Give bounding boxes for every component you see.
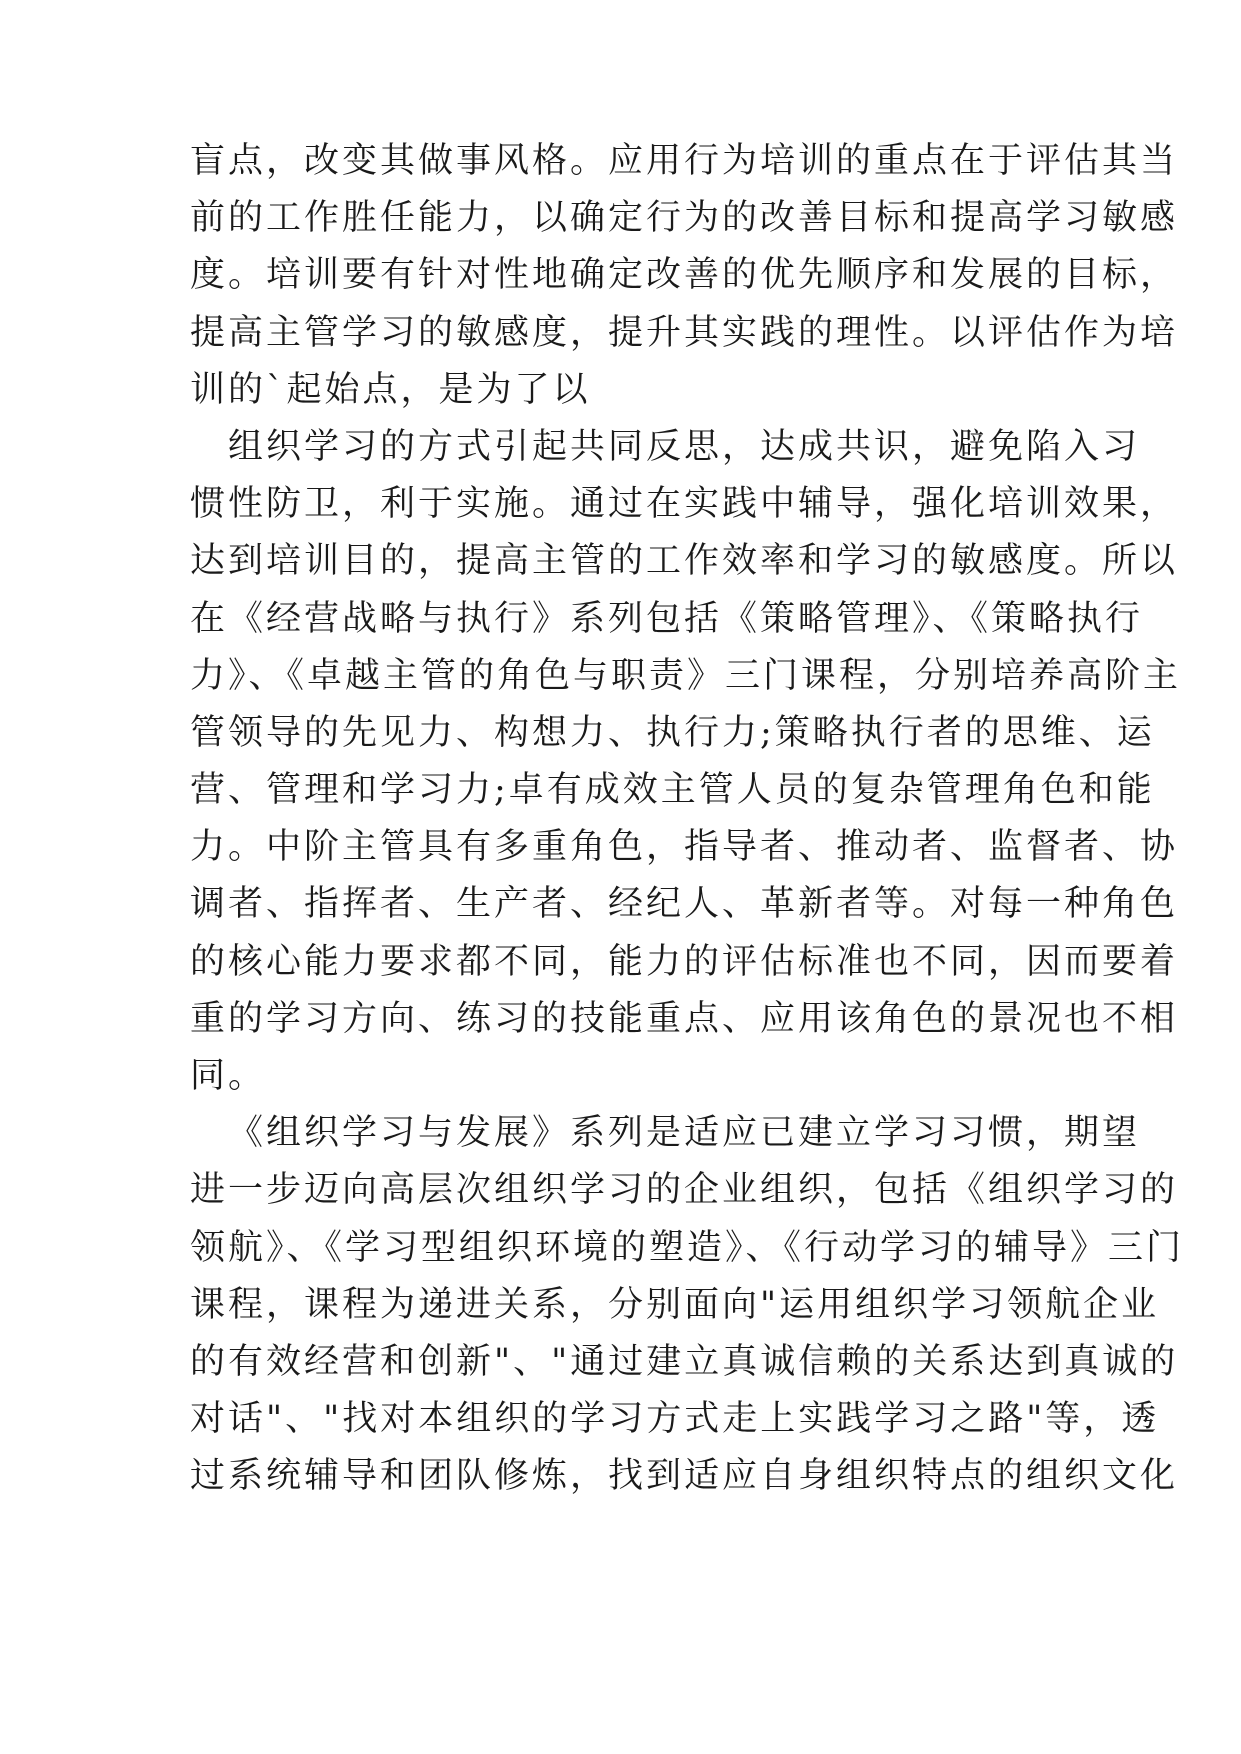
text-line: 过系统辅导和团队修炼，找到适应自身组织特点的组织文化 bbox=[190, 1456, 1179, 1497]
text-line: 的有效经营和创新"、"通过建立真诚信赖的关系达到真诚的 bbox=[190, 1341, 1179, 1382]
text-line: 对话"、"找对本组织的学习方式走上实践学习之路"等，透 bbox=[190, 1399, 1160, 1440]
text-line: 度。培训要有针对性地确定改善的优先顺序和发展的目标， bbox=[190, 255, 1179, 296]
text-line: 训的`起始点，是为了以 bbox=[190, 369, 591, 410]
text-line: 力。中阶主管具有多重角色，指导者、推动者、监督者、协 bbox=[190, 827, 1179, 868]
text-line: 调者、指挥者、生产者、经纪人、革新者等。对每一种角色 bbox=[190, 884, 1179, 925]
document-body bbox=[190, 133, 1185, 1506]
text-line: 力》、《卓越主管的角色与职责》三门课程，分别培养高阶主 bbox=[190, 655, 1182, 696]
text-line: 提高主管学习的敏感度，提升其实践的理性。以评估作为培 bbox=[190, 312, 1179, 353]
paragraph-1 bbox=[190, 133, 1179, 419]
text-line: 领航》、《学习型组织环境的塑造》、《行动学习的辅导》三门 bbox=[190, 1227, 1185, 1268]
text-line: 在《经营战略与执行》系列包括《策略管理》、《策略执行 bbox=[190, 598, 1144, 639]
paragraph-2 bbox=[190, 419, 1182, 1105]
text-line: 《组织学习与发展》系列是适应已建立学习习惯，期望 bbox=[228, 1113, 1141, 1154]
text-line: 盲点，改变其做事风格。应用行为培训的重点在于评估其当 bbox=[190, 141, 1179, 181]
text-line: 组织学习的方式引起共同反思，达成共识，避免陷入习 bbox=[228, 426, 1141, 467]
text-line: 进一步迈向高层次组织学习的企业组织，包括《组织学习的 bbox=[190, 1170, 1179, 1211]
text-line: 课程，课程为递进关系，分别面向"运用组织学习领航企业 bbox=[190, 1284, 1160, 1325]
paragraph-3 bbox=[190, 1105, 1185, 1505]
text-line: 惯性防卫，利于实施。通过在实践中辅导，强化培训效果， bbox=[190, 484, 1179, 525]
text-line: 前的工作胜任能力，以确定行为的改善目标和提高学习敏感 bbox=[190, 198, 1179, 239]
text-line: 同。 bbox=[190, 1056, 267, 1096]
text-line: 达到培训目的，提高主管的工作效率和学习的敏感度。所以 bbox=[190, 541, 1179, 582]
text-line: 的核心能力要求都不同，能力的评估标准也不同，因而要着 bbox=[190, 941, 1179, 982]
text-line: 重的学习方向、练习的技能重点、应用该角色的景况也不相 bbox=[190, 998, 1179, 1039]
text-line: 营、管理和学习力;卓有成效主管人员的复杂管理角色和能 bbox=[190, 770, 1155, 811]
text-line: 管领导的先见力、构想力、执行力;策略执行者的思维、运 bbox=[190, 712, 1155, 753]
